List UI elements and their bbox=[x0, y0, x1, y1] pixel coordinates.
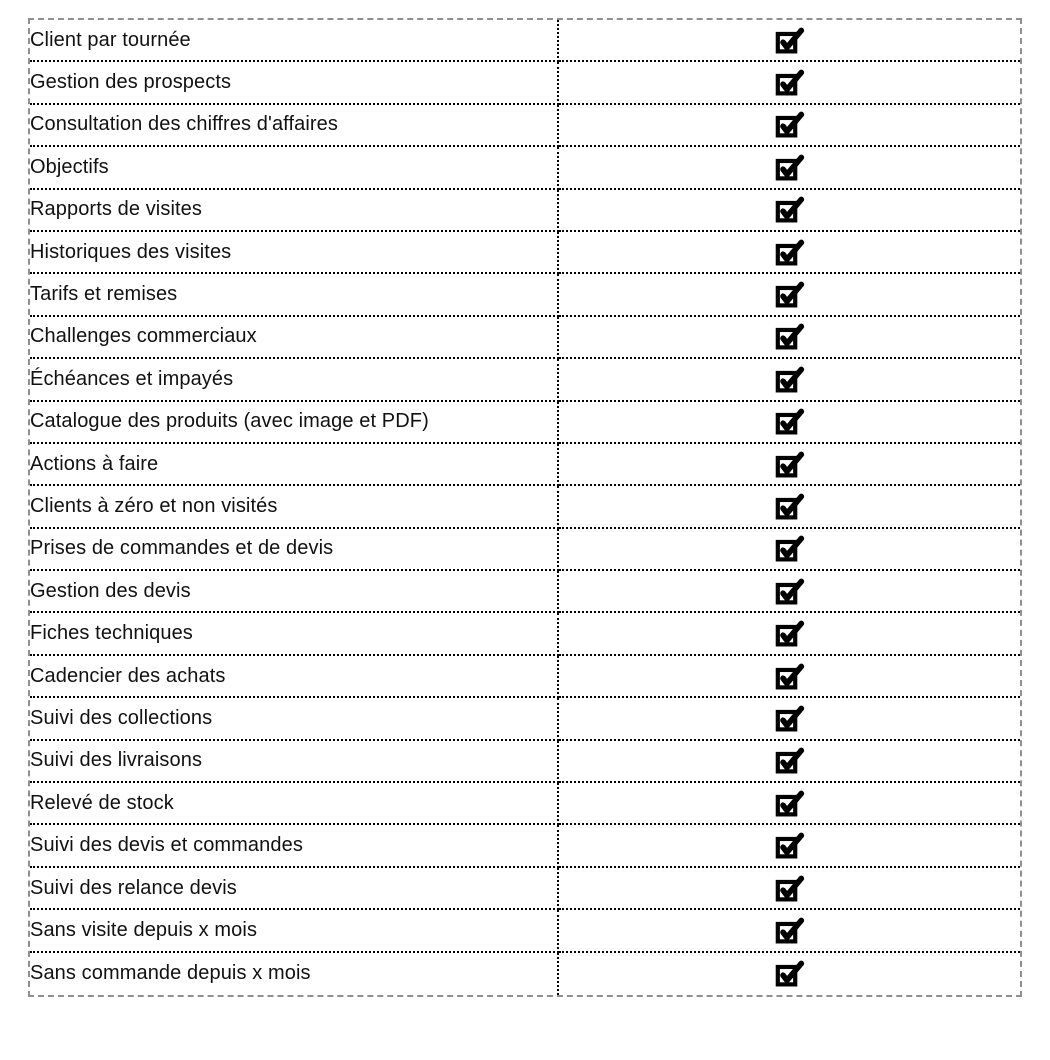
table-body bbox=[30, 20, 1020, 995]
table-row bbox=[30, 190, 1020, 232]
checked-checkbox-icon[interactable] bbox=[775, 620, 805, 647]
checkbox-cell[interactable] bbox=[559, 62, 1020, 104]
feature-label: Challenges commerciaux bbox=[30, 317, 559, 359]
checked-checkbox-icon[interactable] bbox=[775, 196, 805, 223]
feature-label: Rapports de visites bbox=[30, 190, 559, 232]
feature-label: Relevé de stock bbox=[30, 783, 559, 825]
checked-checkbox-icon[interactable] bbox=[775, 27, 805, 54]
feature-label: Cadencier des achats bbox=[30, 656, 559, 698]
checkbox-cell[interactable] bbox=[559, 317, 1020, 359]
checked-checkbox-icon[interactable] bbox=[775, 875, 805, 902]
table-row bbox=[30, 783, 1020, 825]
table-row bbox=[30, 359, 1020, 401]
table-row bbox=[30, 20, 1020, 62]
checked-checkbox-icon[interactable] bbox=[775, 323, 805, 350]
checkbox-cell[interactable] bbox=[559, 656, 1020, 698]
table-row bbox=[30, 486, 1020, 528]
checkbox-cell[interactable] bbox=[559, 232, 1020, 274]
table-row bbox=[30, 953, 1020, 995]
table-row bbox=[30, 62, 1020, 104]
feature-label: Suivi des devis et commandes bbox=[30, 825, 559, 867]
table-row bbox=[30, 613, 1020, 655]
checked-checkbox-icon[interactable] bbox=[775, 663, 805, 690]
feature-label: Catalogue des produits (avec image et PDF) bbox=[30, 402, 559, 444]
checkbox-cell[interactable] bbox=[559, 868, 1020, 910]
checked-checkbox-icon[interactable] bbox=[775, 493, 805, 520]
checkbox-cell[interactable] bbox=[559, 147, 1020, 189]
checked-checkbox-icon[interactable] bbox=[775, 281, 805, 308]
checked-checkbox-icon[interactable] bbox=[775, 705, 805, 732]
table-row bbox=[30, 698, 1020, 740]
feature-label: Client par tournée bbox=[30, 20, 559, 62]
checked-checkbox-icon[interactable] bbox=[775, 960, 805, 987]
checkbox-cell[interactable] bbox=[559, 910, 1020, 952]
checkbox-cell[interactable] bbox=[559, 486, 1020, 528]
feature-label: Consultation des chiffres d'affaires bbox=[30, 105, 559, 147]
feature-label: Actions à faire bbox=[30, 444, 559, 486]
features-table bbox=[28, 18, 1022, 997]
feature-label: Sans visite depuis x mois bbox=[30, 910, 559, 952]
table-row bbox=[30, 274, 1020, 316]
features-table-container bbox=[28, 18, 1022, 997]
table-row bbox=[30, 571, 1020, 613]
feature-label: Gestion des devis bbox=[30, 571, 559, 613]
checkbox-cell[interactable] bbox=[559, 698, 1020, 740]
table-row bbox=[30, 529, 1020, 571]
checked-checkbox-icon[interactable] bbox=[775, 154, 805, 181]
checked-checkbox-icon[interactable] bbox=[775, 917, 805, 944]
checkbox-cell[interactable] bbox=[559, 529, 1020, 571]
checked-checkbox-icon[interactable] bbox=[775, 408, 805, 435]
feature-label: Tarifs et remises bbox=[30, 274, 559, 316]
table-row bbox=[30, 105, 1020, 147]
table-row bbox=[30, 402, 1020, 444]
table-row bbox=[30, 147, 1020, 189]
checked-checkbox-icon[interactable] bbox=[775, 832, 805, 859]
checked-checkbox-icon[interactable] bbox=[775, 366, 805, 393]
table-row bbox=[30, 825, 1020, 867]
feature-label: Clients à zéro et non visités bbox=[30, 486, 559, 528]
table-row bbox=[30, 232, 1020, 274]
feature-label: Gestion des prospects bbox=[30, 62, 559, 104]
checkbox-cell[interactable] bbox=[559, 571, 1020, 613]
checked-checkbox-icon[interactable] bbox=[775, 747, 805, 774]
checked-checkbox-icon[interactable] bbox=[775, 111, 805, 138]
feature-label: Suivi des livraisons bbox=[30, 741, 559, 783]
table-row bbox=[30, 656, 1020, 698]
checked-checkbox-icon[interactable] bbox=[775, 578, 805, 605]
checkbox-cell[interactable] bbox=[559, 359, 1020, 401]
checkbox-cell[interactable] bbox=[559, 783, 1020, 825]
checkbox-cell[interactable] bbox=[559, 741, 1020, 783]
checked-checkbox-icon[interactable] bbox=[775, 535, 805, 562]
table-row bbox=[30, 444, 1020, 486]
checked-checkbox-icon[interactable] bbox=[775, 790, 805, 817]
table-row bbox=[30, 910, 1020, 952]
checkbox-cell[interactable] bbox=[559, 190, 1020, 232]
checkbox-cell[interactable] bbox=[559, 444, 1020, 486]
checkbox-cell[interactable] bbox=[559, 825, 1020, 867]
feature-label: Suivi des relance devis bbox=[30, 868, 559, 910]
feature-label: Sans commande depuis x mois bbox=[30, 953, 559, 995]
feature-label: Fiches techniques bbox=[30, 613, 559, 655]
checked-checkbox-icon[interactable] bbox=[775, 239, 805, 266]
checked-checkbox-icon[interactable] bbox=[775, 69, 805, 96]
feature-label: Prises de commandes et de devis bbox=[30, 529, 559, 571]
checkbox-cell[interactable] bbox=[559, 402, 1020, 444]
checkbox-cell[interactable] bbox=[559, 105, 1020, 147]
feature-label: Échéances et impayés bbox=[30, 359, 559, 401]
table-row bbox=[30, 317, 1020, 359]
checkbox-cell[interactable] bbox=[559, 953, 1020, 995]
table-row bbox=[30, 868, 1020, 910]
feature-label: Suivi des collections bbox=[30, 698, 559, 740]
checkbox-cell[interactable] bbox=[559, 274, 1020, 316]
checkbox-cell[interactable] bbox=[559, 613, 1020, 655]
table-row bbox=[30, 741, 1020, 783]
checkbox-cell[interactable] bbox=[559, 20, 1020, 62]
feature-label: Historiques des visites bbox=[30, 232, 559, 274]
feature-label: Objectifs bbox=[30, 147, 559, 189]
checked-checkbox-icon[interactable] bbox=[775, 451, 805, 478]
